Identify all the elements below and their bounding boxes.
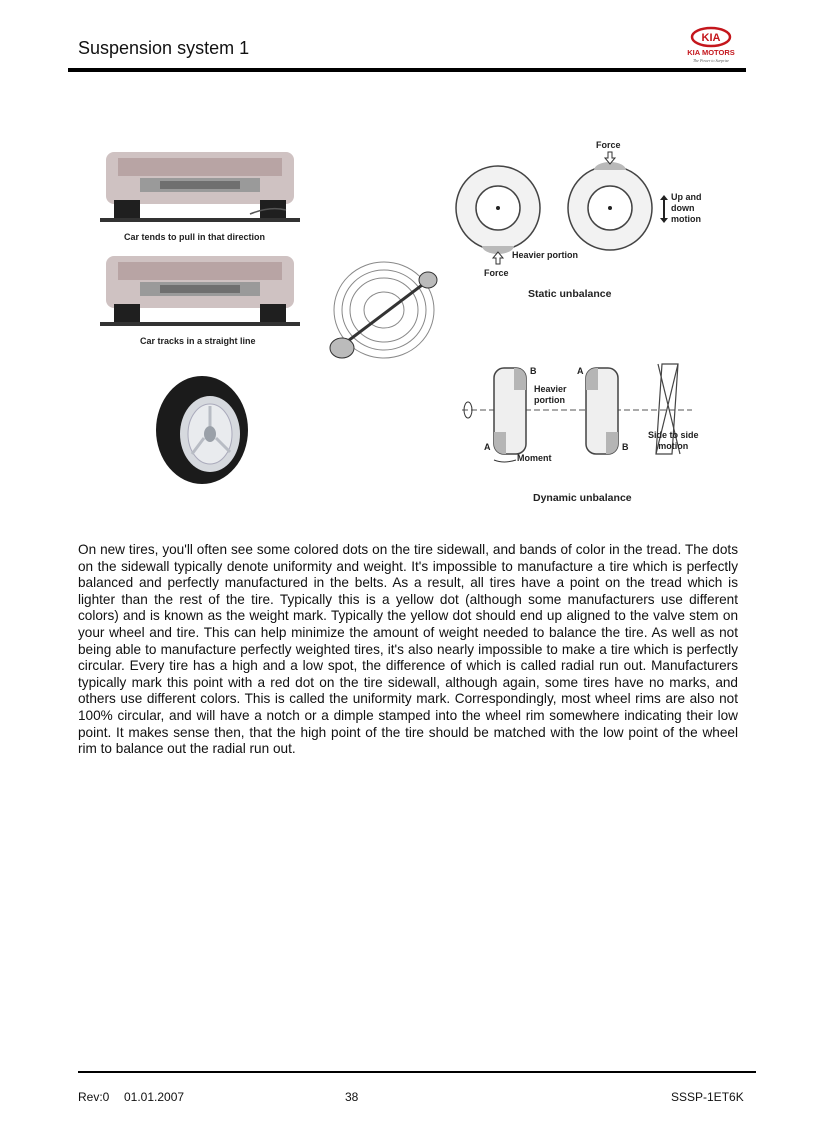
heavier-portion-dyn-label: Heavier portion (534, 384, 567, 405)
logo-brand: KIA (701, 32, 721, 44)
label-b2: B (622, 442, 629, 452)
dynamic-title: Dynamic unbalance (533, 492, 632, 504)
car-pull-illustration (100, 148, 300, 232)
straight-caption: Car tracks in a straight line (140, 336, 256, 346)
label-a1: A (577, 366, 584, 376)
up-down-label: Up and down motion (671, 192, 702, 224)
footer-date: 01.01.2007 (124, 1090, 185, 1104)
spinning-wheel-illustration (316, 252, 446, 372)
force-bottom-label: Force (484, 268, 509, 278)
footer-rev: Rev:0 (78, 1090, 110, 1104)
pull-caption: Car tends to pull in that direction (124, 232, 266, 242)
page-title: Suspension system 1 (78, 38, 250, 58)
label-b1: B (530, 366, 537, 376)
footer-page-number: 38 (345, 1090, 359, 1104)
logo-tagline: The Power to Surprise (692, 58, 730, 63)
body-paragraph: On new tires, you'll often see some colored dots on the tire sidewall, and bands of color in the tread. The dots on the sidewall typically denote uniformity and weight. It's impossible to manufacture a tire which is perfectly balanced and perfectly manufactured in the belts. As a result, all tires have a point on the tread which is lighter than the rest of the tire. Typically this is a yellow dot (although some manufacturers use different colors) and is known as the weight mark. Typically the yellow dot should end up aligned to the valve stem on your wheel and tire. This can help minimize the amount of weight needed to balance the tire. As well as not being able to manufacture perfectly weighted tires, it's also nearly impossible to make a tire which is perfectly circular. Every tire has a high and a low spot, the difference of which is called radial run out. Manufacturers typically mark this point with a red dot on the tire sidewall, although again, some tires have no marks, and others use different colors. This is called the uniformity mark. Correspondingly, most wheel rims are also not 100% circular, and will have a notch or a dimple stamped into the wheel rim somewhere indicating their low point. It makes sense then, that the high point of the tire should be matched with the low point of the wheel rim to balance out the radial run out. (78, 542, 738, 757)
tire-photo (152, 372, 252, 487)
footer-rule (78, 1071, 756, 1073)
header-rule (68, 68, 746, 72)
side-to-side-label: Side to side motion (648, 430, 699, 451)
logo-name: KIA MOTORS (687, 48, 735, 57)
label-a2: A (484, 442, 491, 452)
static-title: Static unbalance (528, 288, 612, 300)
force-top-label: Force (596, 140, 621, 150)
car-straight-illustration (100, 252, 300, 336)
kia-logo (676, 26, 746, 66)
heavier-portion-label: Heavier portion (512, 250, 579, 260)
footer-doc-code: SSSP-1ET6K (671, 1090, 744, 1104)
moment-label: Moment (517, 453, 552, 463)
